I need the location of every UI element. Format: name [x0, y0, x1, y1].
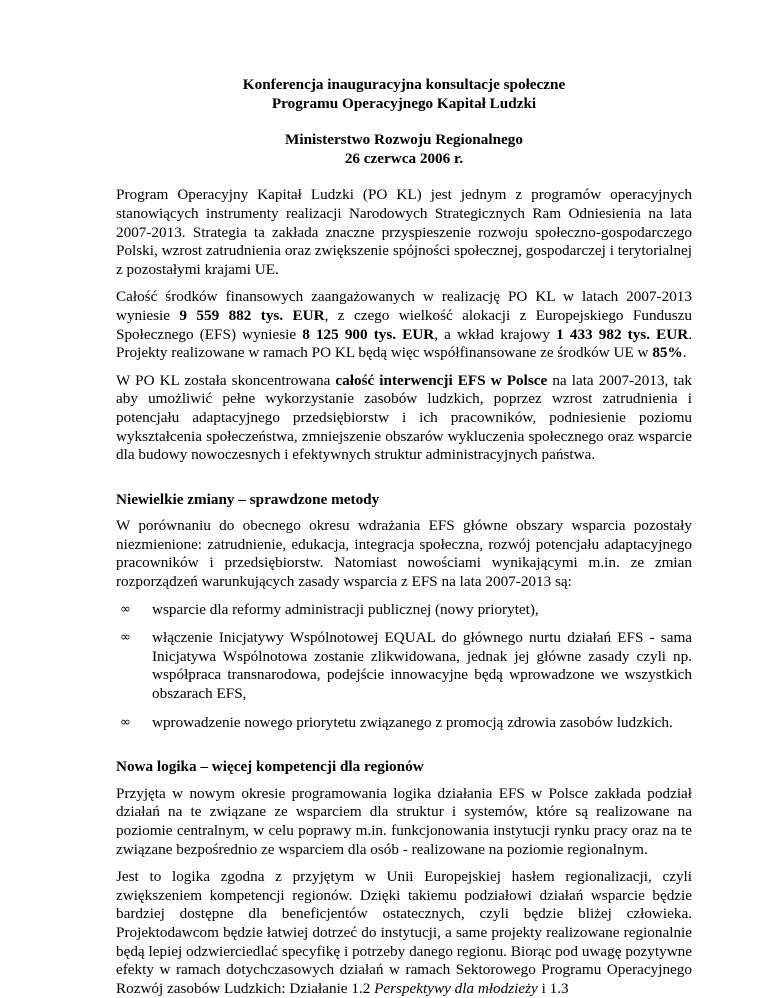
intro-paragraph-1: Program Operacyjny Kapitał Ludzki (PO KL) jest jednym z programów operacyjnych stanowiących instrumenty realizacji Narodowych Strategicznych Ram Odniesienia na lata 2007-2013. Strategia ta zakłada znaczne przyspieszenie rozwoju społeczno-gospodarczego Polski, wzrost zatrudnienia oraz zwiększenie spójności społecznej, gospodarczej i terytorialnej z pozostałymi krajami UE. — [116, 186, 692, 278]
section-heading-regions: Nowa logika – więcej kompetencji dla regionów — [116, 758, 424, 776]
title-block — [116, 76, 692, 168]
infinity-bullet-icon: ∞ — [120, 601, 131, 617]
ministry-name: Ministerstwo Rozwoju Regionalnego — [285, 131, 523, 149]
total-budget: 9 559 882 tys. EUR — [179, 306, 325, 324]
eu-cofinancing-rate: 85% — [652, 344, 683, 362]
regions-paragraph-2: Jest to logika zgodna z przyjętym w Unii Europejskiej hasłem regionalizacji, czyli zwiększeniem kompetencji regionów. Dzięki takiemu podziałowi działań wsparcie będzie bardziej dostępne dla beneficjentów ostatecznych, czyli będzie bliżej człowieka. Projektodawcom będzie łatwiej dotrzeć do instytucji, a same projekty realizowane regionalnie będą lepiej odzwierciedlać specyfikę i potrzeby danego regionu. Biorąc pod uwagę pozytywne efekty w ramach dotychczasowych działań w ramach Sektorowego Programu Operacyjnego Rozwój zasobów Ludzkich: Działanie 1.2 Perspektywy dla młodzieży i 1.3 — [116, 868, 692, 997]
list-item: ∞ włączenie Inicjatywy Wspólnotowej EQUAL do głównego nurtu działań EFS - sama Inicjatywa Wspólnotowa zostanie zlikwidowana, jednak jej główne zasady czyli np. współpraca transnarodowa, podejście innowacyjne będą wprowadzone we wszystkich obszarach EFS, — [120, 629, 692, 703]
program-measure-title: Perspektywy dla młodzieży — [374, 979, 538, 997]
program-title: Programu Operacyjnego Kapitał Ludzki — [271, 94, 537, 112]
page-cutoff — [116, 868, 692, 997]
intro-paragraph-3: W PO KL została skoncentrowana całość interwencji EFS w Polsce na lata 2007-2013, tak aby umożliwić pełne wykorzystanie zasobów ludzkich, poprzez wzrost zatrudnienia i potencjału adaptacyjnego przedsiębiorstw i ich pracowników, podniesienie poziomu wykształcenia społeczeństwa, zmniejszenie obszarów wykluczenia społecznego oraz wsparcie dla budowy nowoczesnych i efektywnych struktur administracyjnych państwa. — [116, 371, 692, 464]
section-heading-changes: Niewielkie zmiany – sprawdzone metody — [116, 490, 380, 508]
conference-title: Konferencja inauguracyjna konsultacje społeczne — [242, 76, 566, 93]
efs-intervention-highlight: całość interwencji EFS w Polsce — [335, 371, 548, 389]
efs-allocation: 8 125 900 tys. EUR — [302, 325, 435, 343]
changes-paragraph: W porównaniu do obecnego okresu wdrażania EFS główne obszary wsparcia pozostały niezmienione: zatrudnienie, edukacja, integracja społeczna, rozwój potencjału adaptacyjnego pracowników i przedsiębiorstw. Natomiast nowościami wynikającymi m.in. ze zmian rozporządzeń warunkujących zasady wsparcia z EFS na lata 2007-2013 są: — [116, 517, 692, 591]
infinity-bullet-icon: ∞ — [120, 714, 131, 730]
intro-paragraph-2: Całość środków finansowych zaangażowanych w realizację PO KL w latach 2007-2013 wyniesie 9 559 882 tys. EUR, z czego wielkość alokacji z Europejskiego Funduszu Społecznego (EFS) wyniesie 8 125 900 tys. EUR, a wkład krajowy 1 433 982 tys. EUR. Projekty realizowane w ramach PO KL będą więc współfinansowane ze środków UE w 85%. — [116, 288, 692, 362]
national-contribution: 1 433 982 tys. EUR — [556, 325, 689, 343]
document-page — [116, 76, 692, 997]
event-date: 26 czerwca 2006 r. — [344, 149, 464, 167]
list-item: ∞ wprowadzenie nowego priorytetu związanego z promocją zdrowia zasobów ludzkich. — [120, 713, 673, 731]
changes-list — [116, 601, 692, 733]
regions-paragraph-1: Przyjęta w nowym okresie programowania logika działania EFS w Polsce zakłada podział działań na te związane ze wsparciem dla struktur i systemów, które są realizowane na poziomie centralnym, w celu poprawy m.in. funkcjonowania instytucji rynku pracy oraz na te związane bezpośrednio ze wsparciem dla osób - realizowane na poziomie regionalnym. — [116, 784, 692, 858]
infinity-bullet-icon: ∞ — [120, 630, 131, 646]
list-item: ∞ wsparcie dla reformy administracji publicznej (nowy priorytet), — [120, 600, 539, 618]
